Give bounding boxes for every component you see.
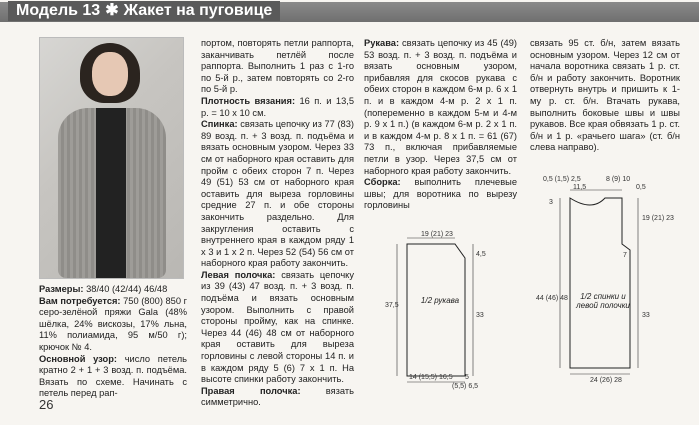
back-top-dim-c: 8 (9) 10 xyxy=(606,176,631,183)
back-label: Спинка: xyxy=(201,119,238,130)
assembly-continued: связать 95 ст. б/н, затем вязать основным узором. Через 12 см от начала воротника связать 1 р. ст. б/н и работу закончить. Воротник отвернуть внутрь и пришить к 1-му р. ст. б/н. Втачать рукава, выполнить боковые швы и швы рукавов. Все края обвязать 1 р. ст. б/н и 1 р. «рачьего шага» (ст. б/н слева направо). xyxy=(530,38,680,153)
page-title xyxy=(8,1,280,21)
right-front-value: вязать симметрично. xyxy=(201,385,354,408)
column-2 xyxy=(201,38,354,409)
materials-value: 750 (800) 850 г серо-зелёной пряжи Gala (48% шёлка, 24% вискозы, 17% льна, 11% полиамида, 95 м/50 г); крючок № 4. xyxy=(39,295,187,352)
pattern-value: число петель кратно 2 + 1 + 3 возд. п. подъёма. Вязать по схеме. Начинать с петель перед рап- xyxy=(39,353,187,399)
assembly-label: Сборка: xyxy=(364,177,401,188)
top-shape xyxy=(96,108,126,278)
materials-label: Вам потребуется: xyxy=(39,295,121,306)
sleeve-bottom-dim-b: 5 xyxy=(465,374,469,381)
sleeve-bottom-dim-c: (5,5) 6,5 xyxy=(452,383,479,390)
sleeve-cap-dim: 4,5 xyxy=(476,251,486,258)
page-number: 26 xyxy=(39,397,54,412)
sleeve-outline xyxy=(407,244,465,376)
model-title: Жакет на пуговице xyxy=(123,2,273,19)
model-photo xyxy=(39,37,184,279)
column-4 xyxy=(530,38,680,154)
back-right-dim: 33 xyxy=(642,312,650,319)
column-1 xyxy=(39,284,187,400)
face-shape xyxy=(92,52,128,96)
back-neck-dim: 3 xyxy=(549,199,553,206)
back-value: связать цепочку из 77 (83) 89 возд. п. + 3 возд. п. подъёма и вязать основным узором. Через 33 см от наборного края оставить для пройм с обеих сторон 7 п. Через 49 (51) 53 см от наборного края оставить для выреза горловины средние 27 п. и обе стороны закончить раздельно. Для закругления оставить с внутреннего края в каждом ряду 1 х 3 и 1 х 2 п. Через 52 (54) 56 см от наборного края работу закончить. xyxy=(201,119,354,269)
sleeve-label: Рукава: xyxy=(364,38,400,48)
back-top-dim-d: 0,5 xyxy=(636,184,646,191)
assembly-value: выполнить плечевые швы; для воротника по вырезу горловины xyxy=(364,177,517,211)
model-number: Модель 13 xyxy=(16,2,101,19)
left-front-value: связать цепочку из 39 (43) 47 возд. п. + 3 возд. п. подъёма и вязать основным узором. Выполнить с правой стороны пройму, как на спинке. Через 44 (46) 48 см от наборного края оставить для выреза горловины с левой стороны 14 п. и в каждом ряду 5 (6) 7 х 1 п. На высоте спинки работу закончить. xyxy=(201,269,354,385)
sleeve-bottom-dim-a: 14 (15,5) 16,5 xyxy=(409,374,453,381)
back-height-dim: 44 (46) 48 xyxy=(536,295,568,302)
density-label: Плотность вязания: xyxy=(201,95,296,106)
back-label-text: 1/2 спинки и левой полочки xyxy=(576,292,630,310)
back-bottom-dim: 24 (26) 28 xyxy=(590,377,622,384)
back-armhole-dim: 19 (21) 23 xyxy=(642,215,674,222)
density-value: 16 п. и 13,5 р. = 10 х 10 см. xyxy=(201,95,354,118)
sleeve-right-dim: 33 xyxy=(476,312,484,319)
column-3 xyxy=(364,38,517,212)
back-small-dim: 7 xyxy=(623,252,627,259)
pattern-label: Основной узор: xyxy=(39,353,118,364)
sizes-label: Размеры: xyxy=(39,284,84,294)
back-top-dim-b: 11,5 xyxy=(573,184,587,191)
left-front-label: Левая полочка: xyxy=(201,269,276,280)
sleeve-value: связать цепочку из 45 (49) 53 возд. п. + 3 возд. п. подъёма и вязать основным узором, прибавляя для скосов рукава с обеих сторон в каждом 6-м р. 6 х 1 п. и в каждом 4-м р. 2 х 1 п. (попеременно в каждом 5-м и 4-м р. 9 х 1 п.) (в каждом 6-м р. 2 х 1 п. и в каждом 4-м р. 8 х 1 п. = 61 (67) 73 п., включая прибавляемые петли в узор. Через 37,5 см от наборного края работу закончить. xyxy=(364,38,517,176)
sleeve-top-dim: 19 (21) 23 xyxy=(421,231,453,238)
back-top-dim-a: 0,5 (1,5) 2,5 xyxy=(543,176,581,183)
back-schematic xyxy=(520,178,690,398)
back-outline xyxy=(570,198,630,368)
pattern-continued: портом, повторять петли раппорта, заканчивать петлёй после раппорта. Выполнить 1 раз с 1-го по 5-й р., затем повторять со 2-го по 5-й р. xyxy=(201,38,354,95)
star-icon: ✱ xyxy=(105,2,119,19)
sleeve-height-dim: 37,5 xyxy=(385,302,399,309)
sizes-value: 38/40 (42/44) 46/48 xyxy=(83,284,168,294)
sleeve-label-text: 1/2 рукава xyxy=(420,296,460,305)
right-front-label: Правая полочка: xyxy=(201,385,301,396)
